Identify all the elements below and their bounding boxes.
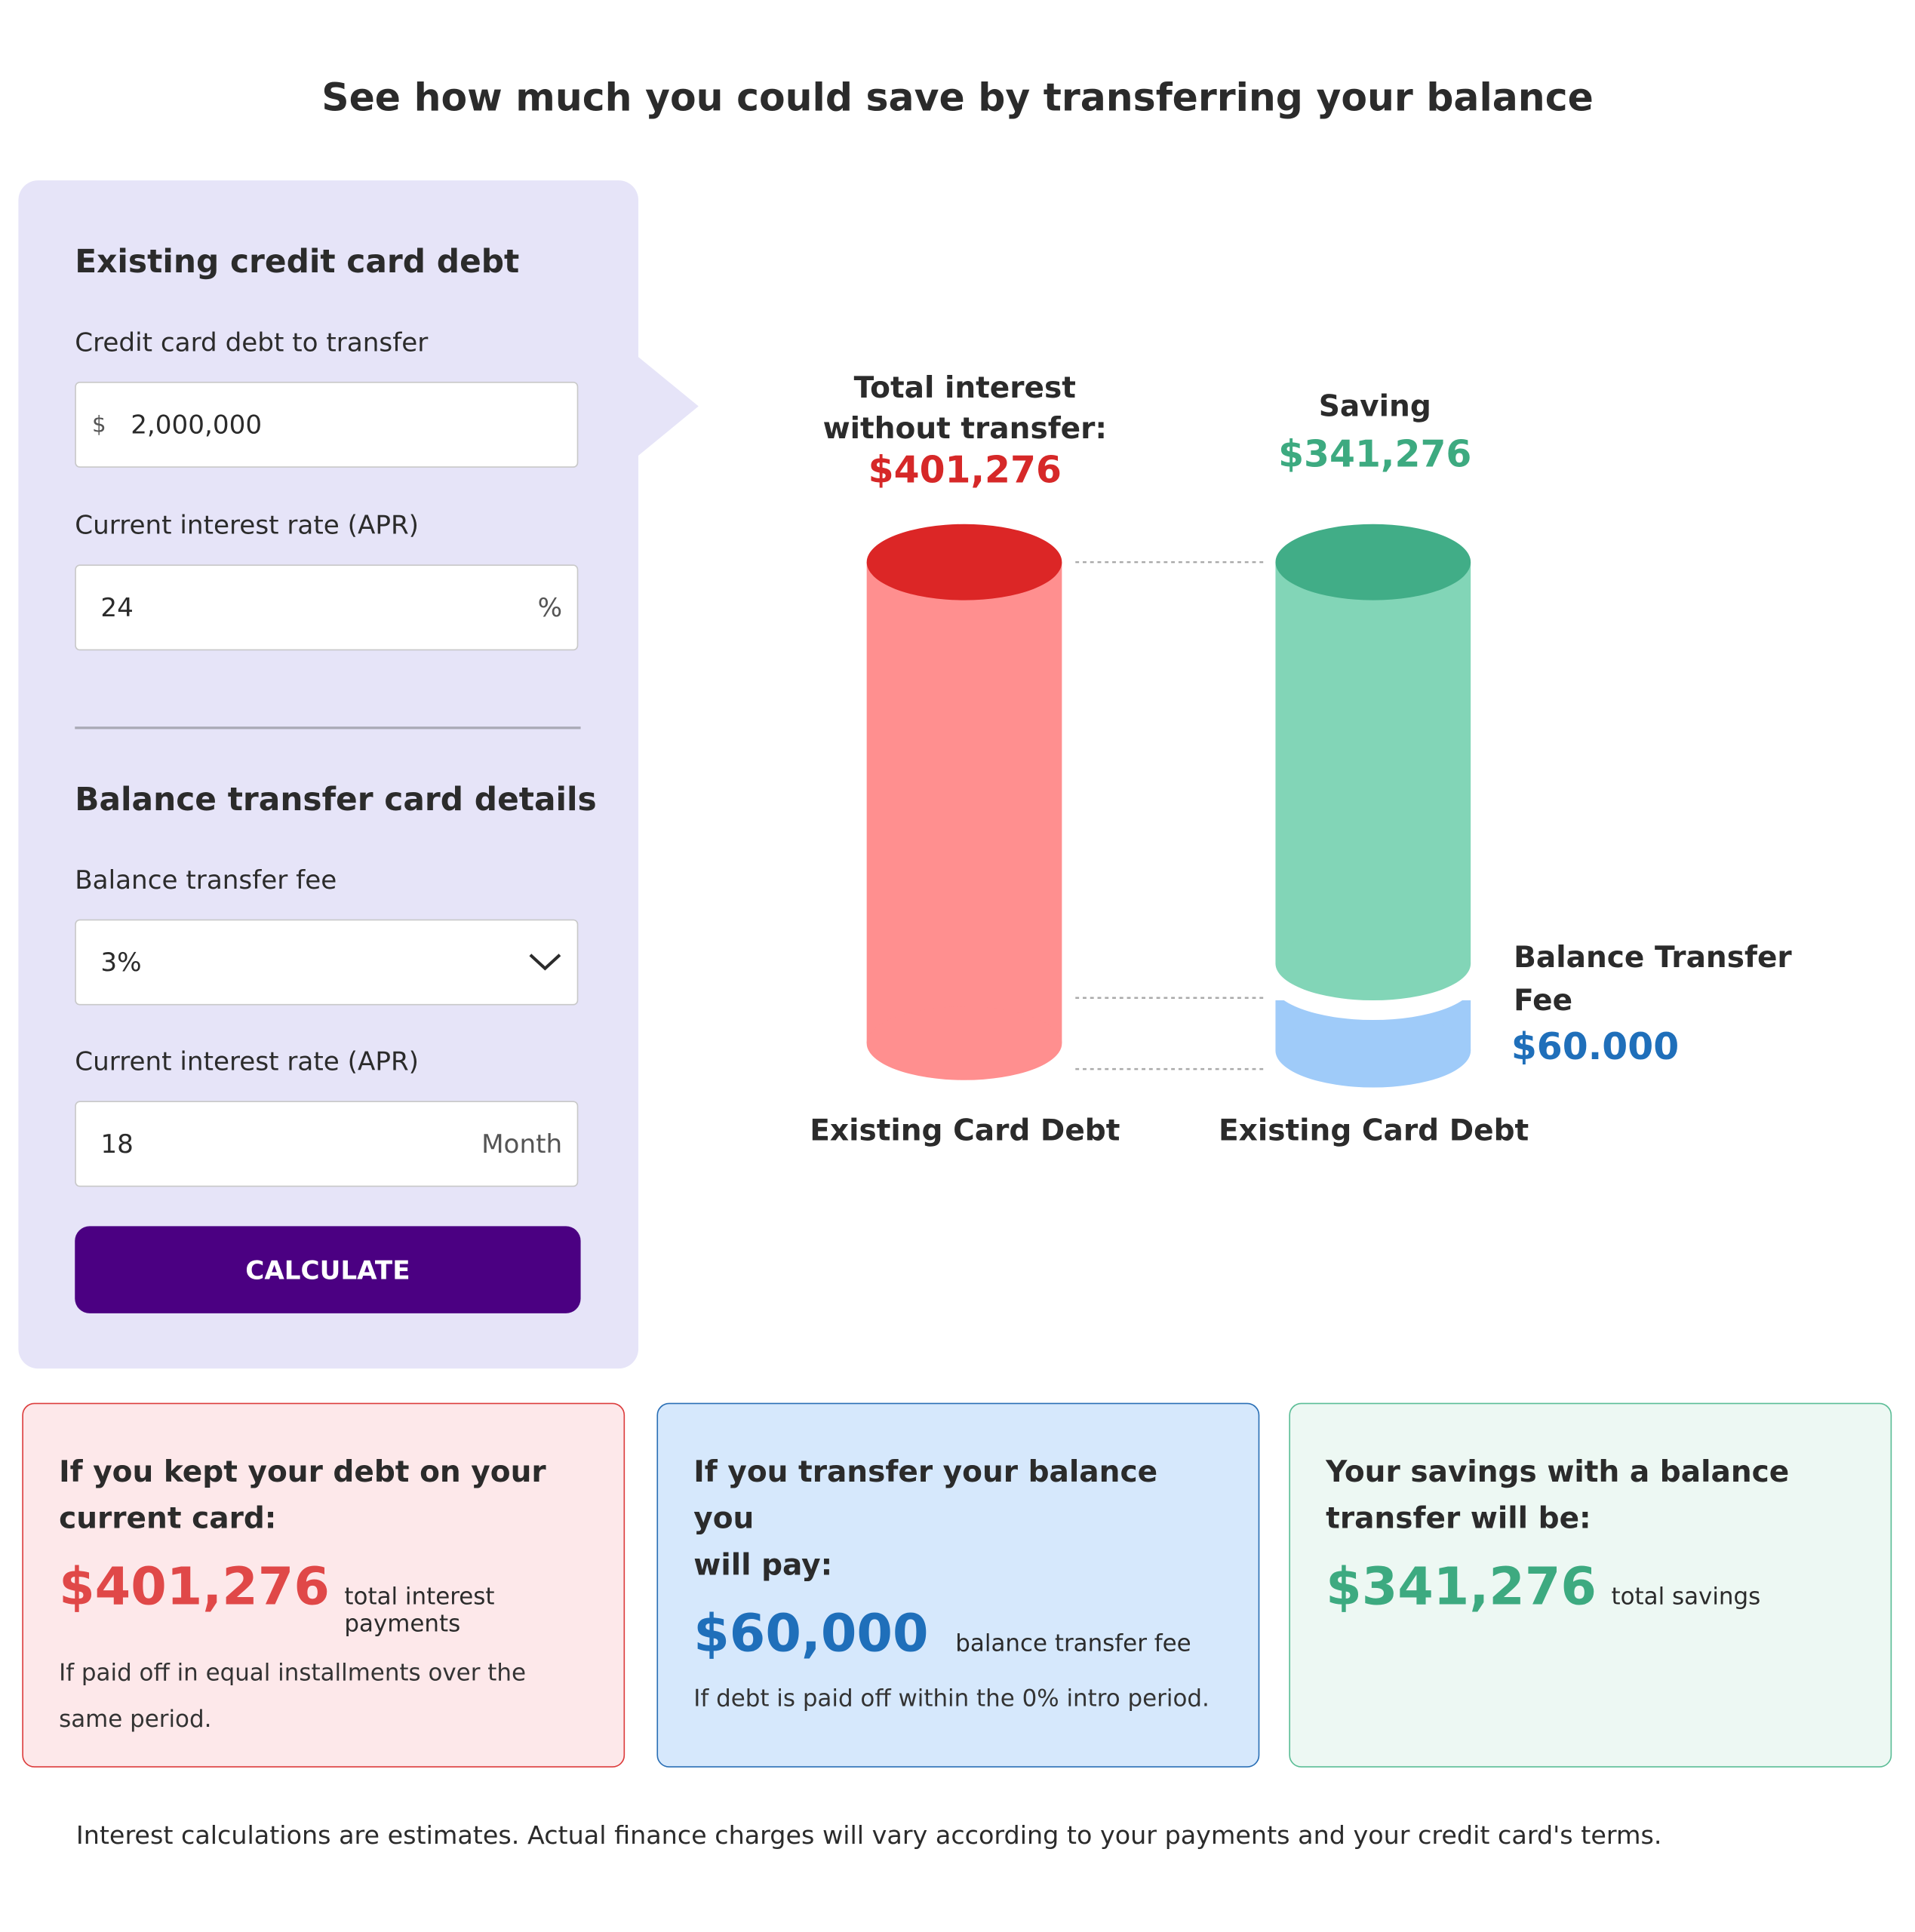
disclaimer: Interest calculations are estimates. Actual finance charges will vary according to your payments and your credit card's terms.	[75, 1820, 1662, 1850]
left-chart-title	[781, 368, 1149, 449]
apr-label: Current interest rate (APR)	[75, 510, 420, 540]
percent-suffix: %	[537, 592, 563, 622]
card-heading-line1: Your savings with a balance	[1326, 1454, 1790, 1489]
savings-amount: $341,276	[1326, 1556, 1597, 1617]
note-line2: same period.	[59, 1706, 212, 1734]
left-title-line1: Total interest	[853, 370, 1076, 405]
card-heading-line2: transfer will be:	[1326, 1500, 1591, 1536]
left-title-line2: without transfer:	[822, 411, 1108, 446]
amount-label: total interest payments	[344, 1583, 495, 1638]
note-line1: If debt is paid off within the 0% intro period.	[693, 1685, 1210, 1712]
transfer-card-heading: Balance transfer card details	[75, 782, 597, 819]
fee-title-line2: Fee	[1514, 983, 1573, 1018]
card-heading-line1: If you transfer your balance you	[693, 1454, 1158, 1536]
fee-label: Balance transfer fee	[75, 865, 337, 895]
left-axis-label: Existing Card Debt	[810, 1113, 1120, 1148]
debt-value: 2,000,000	[131, 410, 263, 440]
savings-card-result	[1289, 1403, 1892, 1768]
interest-amount: $401,276	[59, 1556, 330, 1617]
red-cylinder	[867, 524, 1062, 1080]
card-heading-line2: will pay:	[693, 1547, 833, 1583]
period-label: Current interest rate (APR)	[75, 1046, 420, 1077]
amount-label: total savings	[1611, 1583, 1761, 1611]
fee-title-line1: Balance Transfer	[1514, 940, 1792, 975]
apr-value: 24	[100, 592, 134, 622]
current-card-result	[22, 1403, 625, 1768]
left-chart-value: $401,276	[868, 449, 1062, 493]
dollar-prefix: $	[92, 411, 106, 438]
right-axis-label: Existing Card Debt	[1219, 1113, 1529, 1148]
page-title: See how much you could save by transferring your balance	[321, 75, 1594, 121]
month-suffix: Month	[481, 1129, 563, 1159]
fee-value: 3%	[100, 948, 142, 978]
debt-label: Credit card debt to transfer	[75, 327, 429, 358]
calculate-button[interactable]: CALCULATE	[75, 1226, 580, 1313]
fee-amount: $60,000	[693, 1602, 929, 1663]
card-heading-line1: If you kept your debt on your	[59, 1454, 546, 1489]
note-line1: If paid off in equal installments over the	[59, 1659, 526, 1687]
existing-debt-heading: Existing credit card debt	[75, 244, 520, 281]
fee-chart-title	[1514, 936, 1792, 1022]
amount-label: balance transfer fee	[955, 1629, 1191, 1657]
saving-title: Saving	[1318, 389, 1431, 424]
transfer-card-result	[656, 1403, 1259, 1768]
saving-value: $341,276	[1278, 433, 1472, 477]
card-heading-line2: current card:	[59, 1500, 277, 1536]
green-cylinder-saving	[1271, 524, 1475, 1020]
period-value: 18	[100, 1129, 134, 1159]
fee-chart-value: $60.000	[1511, 1026, 1680, 1070]
